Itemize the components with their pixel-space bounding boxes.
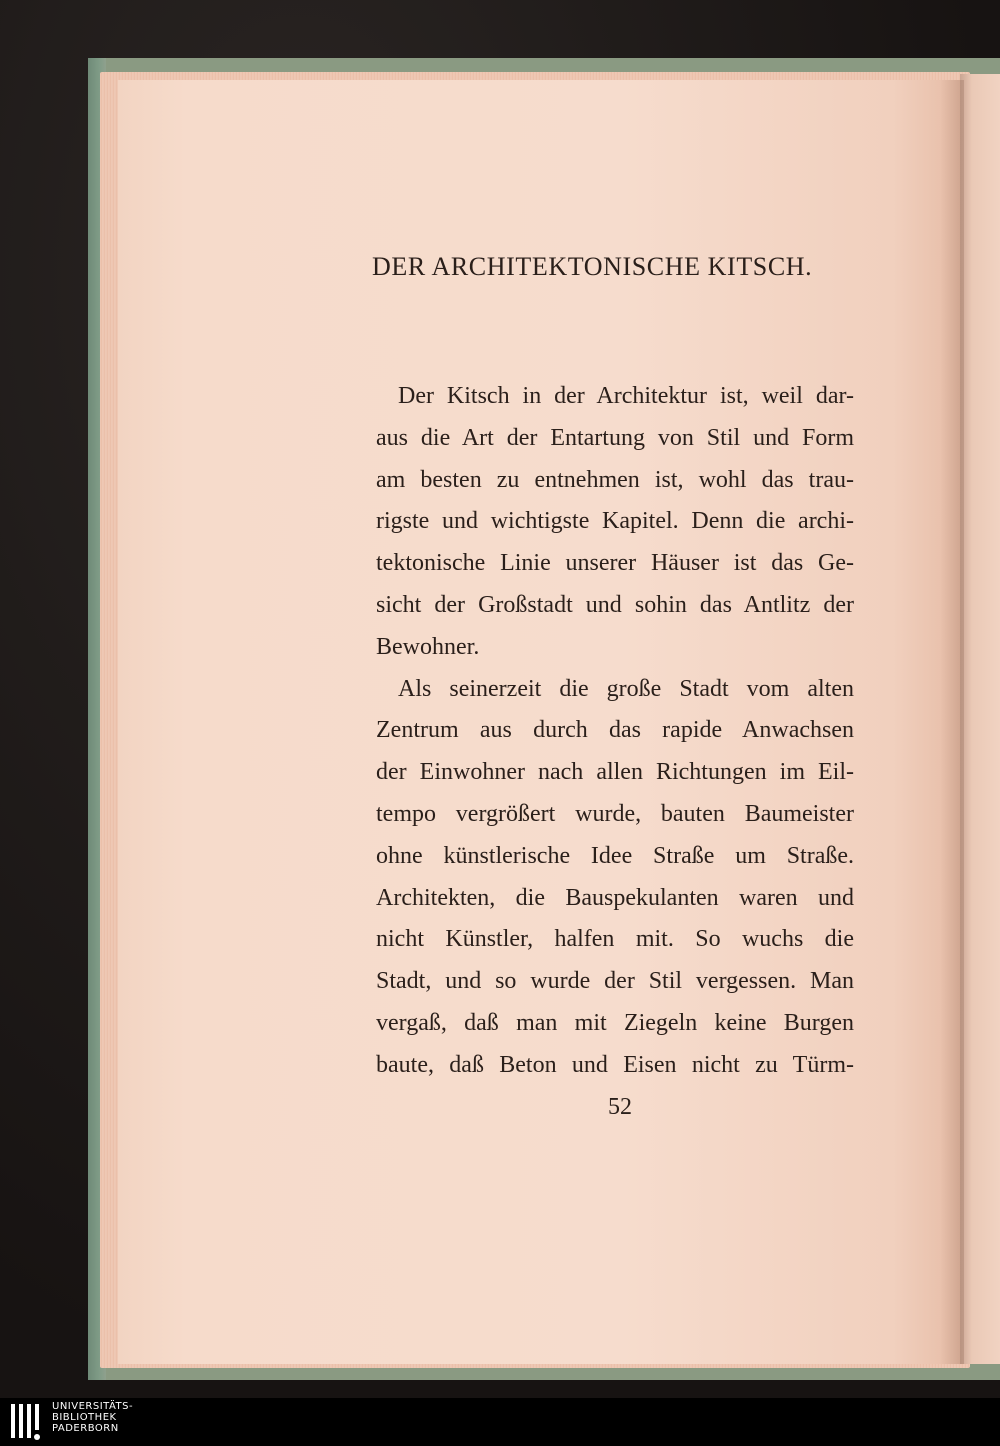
text-line: sicht der Großstadt und sohin das Antlitz der <box>376 591 854 618</box>
text-line: tempo vergrößert wurde, bauten Baumeister <box>376 800 854 827</box>
logo-line: BIBLIOTHEK <box>52 1412 117 1423</box>
text-line: Bewohner. <box>376 633 480 660</box>
text-line: Zentrum aus durch das rapide Anwachsen <box>376 717 854 744</box>
text-line: Als seinerzeit die große Stadt vom alten <box>398 675 854 702</box>
text-line: aus die Art der Entartung von Stil und Form <box>376 424 854 451</box>
text-line: rigste und wichtigste Kapitel. Denn die archi- <box>376 508 854 535</box>
page-number: 52 <box>608 1094 632 1120</box>
logo-line: UNIVERSITÄTS- <box>52 1401 134 1412</box>
facing-page <box>960 74 1000 1364</box>
text-line: tektonische Linie unserer Häuser ist das Ge- <box>376 550 854 577</box>
text-line: Der Kitsch in der Architektur ist, weil dar- <box>398 383 854 409</box>
text-line: baute, daß Beton und Eisen nicht zu Türm- <box>376 1051 854 1078</box>
library-logo-text <box>52 1401 252 1434</box>
body-text <box>376 376 854 1087</box>
gutter-shadow <box>940 80 964 1364</box>
text-line: Stadt, und so wurde der Stil vergessen. Man <box>376 968 854 995</box>
text-line: nicht Künstler, halfen mit. So wuchs die <box>376 926 854 953</box>
library-logo-icon <box>8 1400 48 1444</box>
text-line: vergaß, daß man mit Ziegeln keine Burgen <box>376 1009 854 1036</box>
text-line: am besten zu entnehmen ist, wohl das trau- <box>376 466 854 493</box>
text-line: ohne künstlerische Idee Straße um Straße. <box>376 842 854 869</box>
text-line: der Einwohner nach allen Richtungen im Eil- <box>376 759 854 786</box>
logo-line: PADERBORN <box>52 1423 119 1434</box>
chapter-title: DER ARCHITEKTONISCHE KITSCH. <box>372 252 813 281</box>
text-line: Architekten, die Bauspekulanten waren und <box>376 884 854 911</box>
